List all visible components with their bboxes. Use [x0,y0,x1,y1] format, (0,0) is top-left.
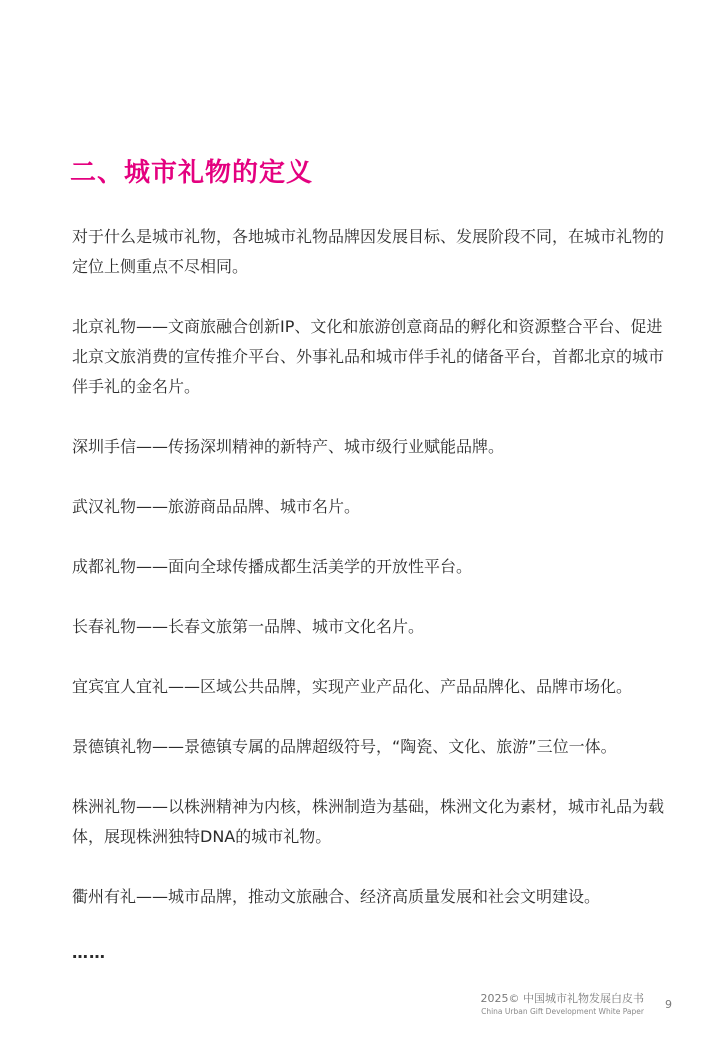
page-footer [481,992,645,1016]
paragraph-jingdezhen-gift: 景德镇礼物——景德镇专属的品牌超级符号，“陶瓷、文化、旅游”三位一体。 [72,737,617,756]
paragraph-quzhou-gift: 衢州有礼——城市品牌，推动文旅融合、经济高质量发展和社会文明建设。 [72,887,601,906]
paragraph-yibin-gift: 宜宾宜人宜礼——区域公共品牌，实现产业产品化、产品品牌化、品牌市场化。 [72,677,633,696]
paragraph-shenzhen-gift: 深圳手信——传扬深圳精神的新特产、城市级行业赋能品牌。 [72,437,505,456]
footer-subtitle: China Urban Gift Development White Paper [481,1007,644,1017]
ellipsis-continuation: …… [72,943,106,962]
page-number: 9 [665,998,672,1011]
paragraph-beijing-gift: 北京礼物——文商旅融合创新IP、文化和旅游创意商品的孵化和资源整合平台、促进北京文旅消费的宣传推介平台、外事礼品和城市伴手礼的储备平台，首都北京的城市伴手礼的金名片。 [72,317,665,396]
paragraph-changchun-gift: 长春礼物——长春文旅第一品牌、城市文化名片。 [72,617,425,636]
section-title: 二、城市礼物的定义 [70,158,314,188]
paragraph-wuhan-gift: 武汉礼物——旅游商品品牌、城市名片。 [72,497,361,516]
footer-title: 2025© 中国城市礼物发展白皮书 [480,992,644,1005]
paragraph-chengdu-gift: 成都礼物——面向全球传播成都生活美学的开放性平台。 [72,557,473,576]
paragraph-intro: 对于什么是城市礼物，各地城市礼物品牌因发展目标、发展阶段不同，在城市礼物的定位上侧重点不尽相同。 [72,227,665,276]
paragraph-zhuzhou-gift: 株洲礼物——以株洲精神为内核，株洲制造为基础，株洲文化为素材，城市礼品为载体，展现株洲独特DNA的城市礼物。 [72,797,665,846]
